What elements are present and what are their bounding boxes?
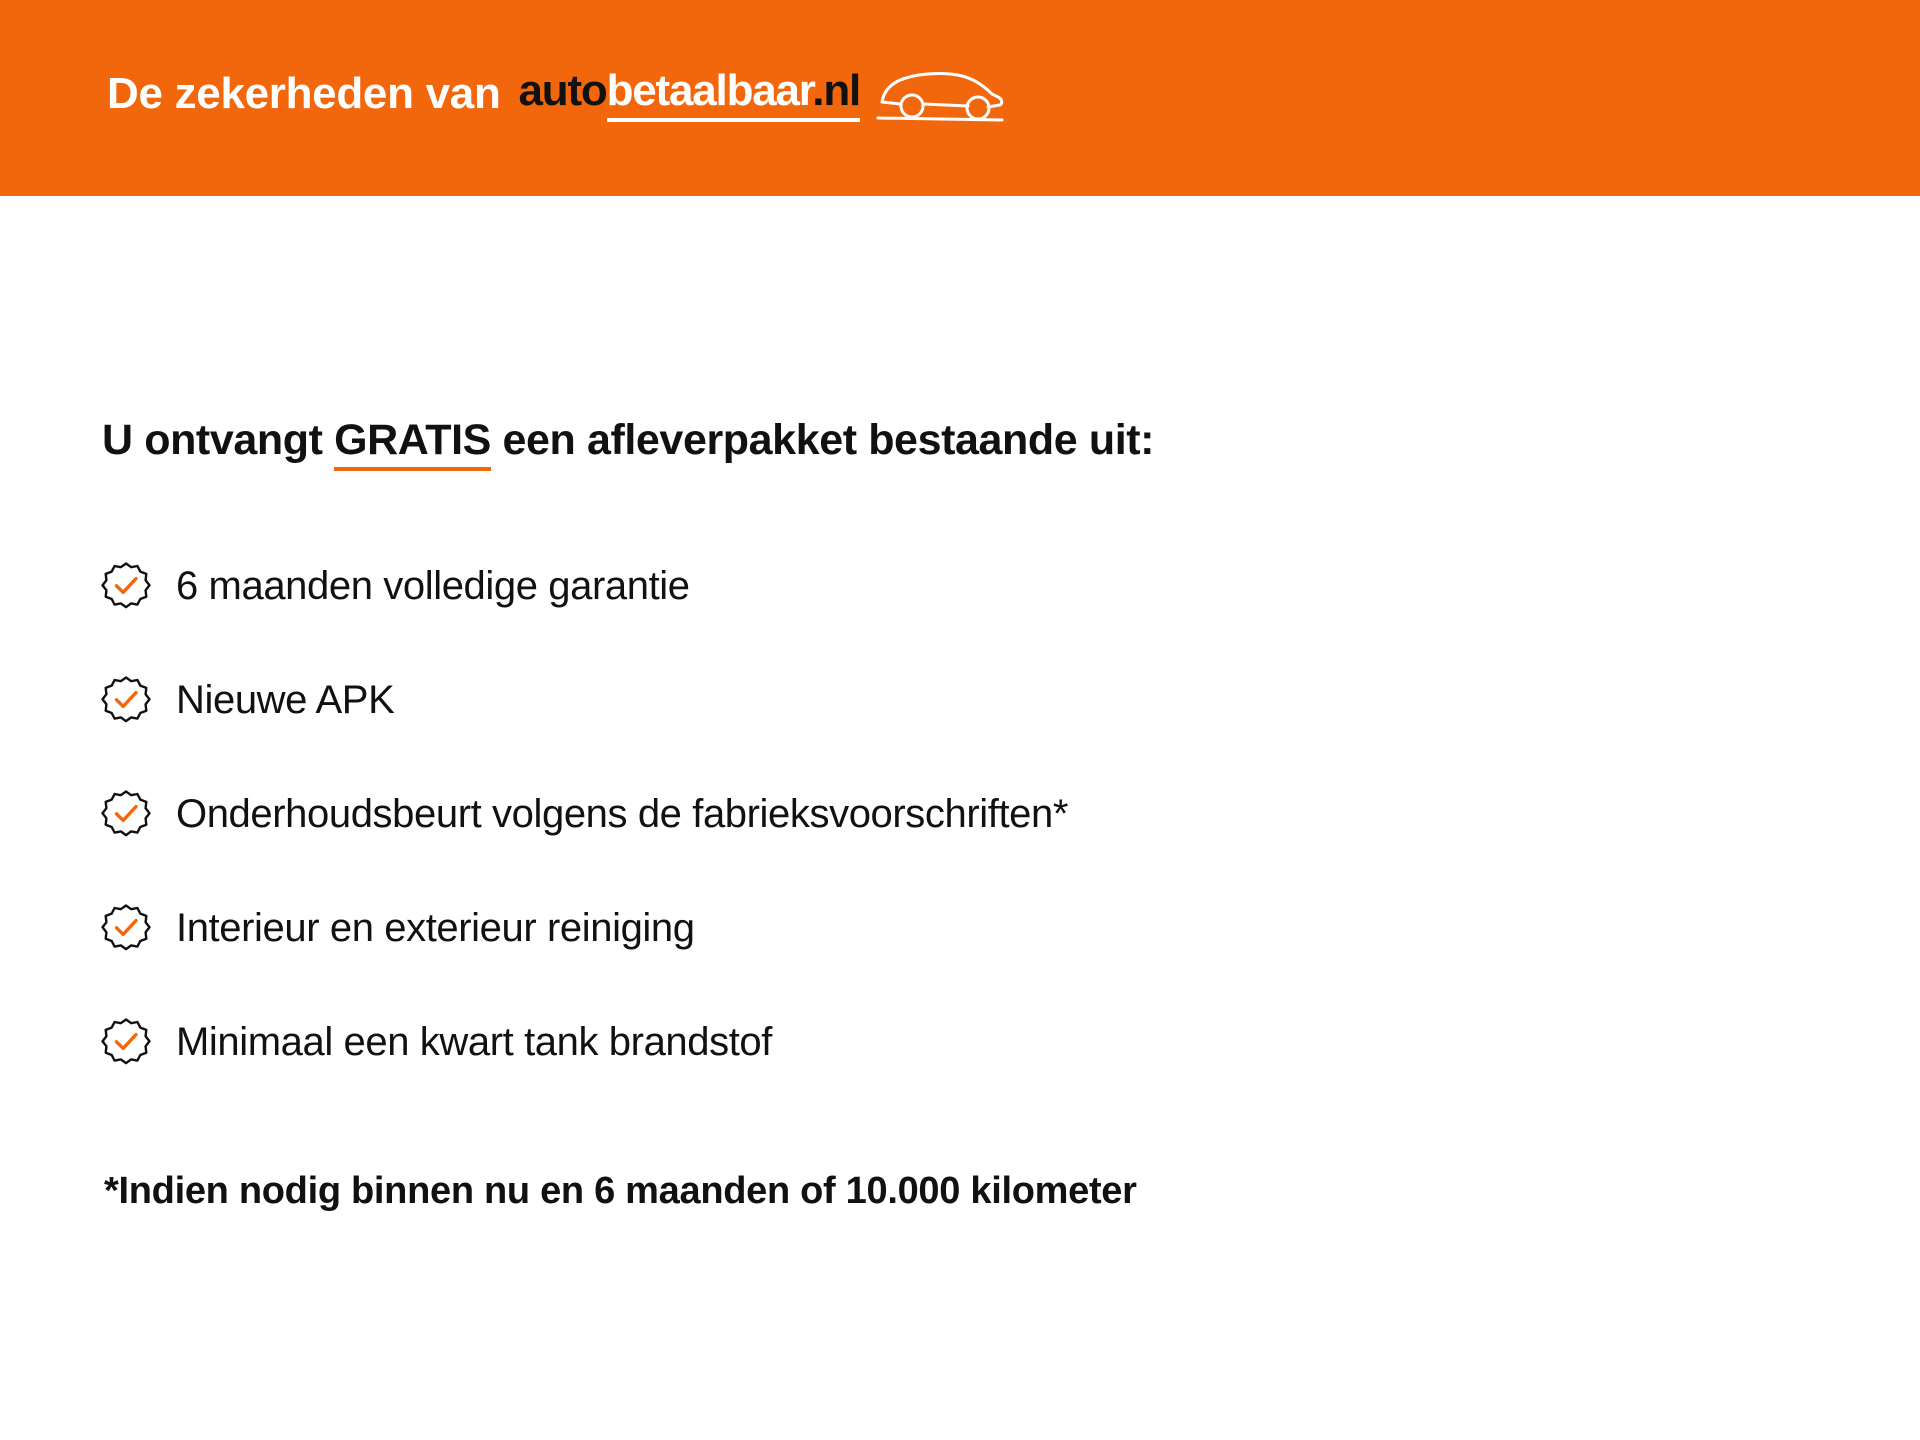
check-badge-icon — [100, 560, 152, 612]
car-icon — [876, 64, 1006, 129]
brand-part-nl: .nl — [812, 65, 861, 115]
check-badge-icon — [100, 1016, 152, 1068]
brand-logo — [519, 66, 861, 122]
list-item — [100, 550, 1920, 622]
list-item-label: Nieuwe APK — [176, 678, 395, 722]
benefits-list — [100, 550, 1920, 1078]
list-item — [100, 664, 1920, 736]
check-badge-icon — [100, 902, 152, 954]
list-item-label: Interieur en exterieur reiniging — [176, 906, 695, 950]
page-title — [102, 416, 1920, 465]
banner-title: De zekerheden van — [107, 68, 501, 118]
header-banner-content — [107, 58, 1006, 129]
brand-part-auto: auto — [518, 65, 607, 115]
list-item — [100, 778, 1920, 850]
check-badge-icon — [100, 788, 152, 840]
list-item — [100, 1006, 1920, 1078]
list-item-label: Onderhoudsbeurt volgens de fabrieksvoorschriften* — [176, 792, 1069, 836]
headline-before: U ontvangt — [102, 416, 335, 464]
check-badge-icon — [100, 674, 152, 726]
list-item-label: 6 maanden volledige garantie — [176, 564, 690, 608]
headline-after: een afleverpakket bestaande uit: — [490, 416, 1155, 464]
list-item — [100, 892, 1920, 964]
main-content — [0, 196, 1920, 1213]
list-item-label: Minimaal een kwart tank brandstof — [176, 1020, 772, 1064]
header-banner — [0, 0, 1920, 196]
brand-part-betaalbaar: betaalbaar — [606, 65, 813, 115]
footnote: *Indien nodig binnen nu en 6 maanden of 10.000 kilometer — [104, 1170, 1137, 1212]
headline-highlight: GRATIS — [334, 416, 491, 471]
